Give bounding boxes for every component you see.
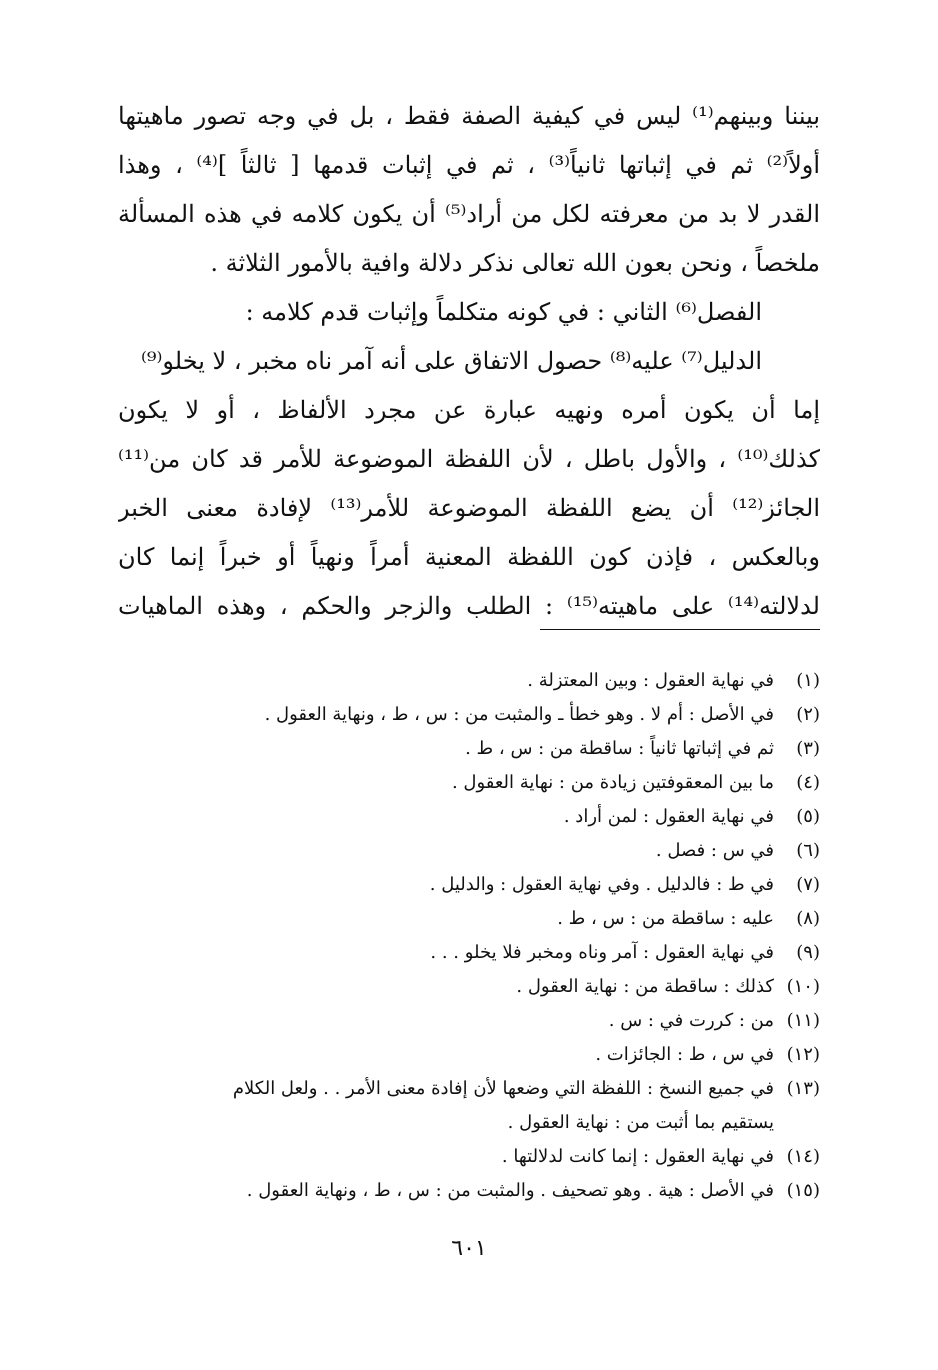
footnote-number: (١٤) <box>786 1146 820 1167</box>
footnotes <box>100 664 820 1208</box>
section-heading: الفصل⁽⁶⁾ الثاني : في كونه متكلماً وإثبات قدم كلامه : <box>245 298 762 326</box>
footnote <box>100 970 820 1004</box>
footnote-number: (٨) <box>796 908 820 929</box>
footnote-number: (٥) <box>796 806 820 827</box>
text-line: الجائز⁽¹²⁾ أن يضع اللفظة الموضوعة للأمر⁽¹³⁾ لإفادة معنى الخبر <box>118 494 820 522</box>
text-line: كذلك⁽¹⁰⁾ ، والأول باطل ، لأن اللفظة الموضوعة للأمر قد كان من⁽¹¹⁾ <box>118 445 820 473</box>
text-line: وبالعكس ، فإذن كون اللفظة المعنية أمراً ونهياً أو خبراً إنما كان <box>118 543 820 571</box>
footnote-separator <box>540 629 820 630</box>
text-line: بيننا وبينهم⁽¹⁾ ليس في كيفية الصفة فقط ، بل في وجه تصور ماهيتها <box>118 102 820 130</box>
footnote <box>100 698 820 732</box>
footnote <box>100 936 820 970</box>
footnote-number: (٣) <box>796 738 820 759</box>
footnote <box>100 1174 820 1208</box>
footnote-text: في س : فصل . <box>655 840 774 861</box>
footnote-text: في جميع النسخ : اللفظة التي وضعها لأن إفادة معنى الأمر . . ولعل الكلام <box>232 1078 774 1099</box>
footnote <box>100 766 820 800</box>
footnote-number: (٤) <box>796 772 820 793</box>
footnote-text: يستقيم بما أثبت من : نهاية العقول . <box>507 1112 774 1133</box>
footnote <box>100 1072 820 1106</box>
text-line: الدليل⁽⁷⁾ عليه⁽⁸⁾ حصول الاتفاق على أنه آمر ناه مخبر ، لا يخلو⁽⁹⁾ <box>140 347 762 375</box>
footnote <box>100 902 820 936</box>
footnote-text: كذلك : ساقطة من : نهاية العقول . <box>516 976 774 997</box>
text-line: أولاً⁽²⁾ ثم في إثباتها ثانياً⁽³⁾ ، ثم في إثبات قدمها [ ثالثاً ]⁽⁴⁾ ، وهذا <box>118 151 820 179</box>
footnote-text: عليه : ساقطة من : س ، ط . <box>557 908 774 929</box>
footnote-text: من : كررت في : س . <box>608 1010 774 1031</box>
text-line: إما أن يكون أمره ونهيه عبارة عن مجرد الألفاظ ، أو لا يكون <box>118 396 820 424</box>
footnote-text: في الأصل : أم لا . وهو خطأ ـ والمثبت من : س ، ط ، ونهاية العقول . <box>264 704 774 725</box>
footnote-text: في نهاية العقول : إنما كانت لدلالتها . <box>501 1146 774 1167</box>
footnote-text: في نهاية العقول : آمر وناه ومخبر فلا يخلو . . . <box>430 942 774 963</box>
footnote-number: (٩) <box>796 942 820 963</box>
footnote-number: (١٠) <box>786 976 820 997</box>
footnote-text: في س ، ط : الجائزات . <box>595 1044 774 1065</box>
text-line: القدر لا بد من معرفته لكل من أراد⁽⁵⁾ أن يكون كلامه في هذه المسألة <box>118 200 820 228</box>
footnote <box>100 664 820 698</box>
footnote-number: (١١) <box>786 1010 820 1031</box>
footnote-number: (١) <box>796 670 820 691</box>
text-line: لدلالته⁽¹⁴⁾ على ماهيته⁽¹⁵⁾ : الطلب والزجر والحكم ، وهذه الماهيات <box>118 592 820 620</box>
footnote <box>100 868 820 902</box>
footnote-number: (٦) <box>796 840 820 861</box>
footnote <box>100 834 820 868</box>
footnote <box>100 732 820 766</box>
footnote <box>100 800 820 834</box>
page-number: ٦٠١ <box>451 1236 487 1261</box>
footnote-number: (٢) <box>796 704 820 725</box>
footnote-text: في نهاية العقول : وبين المعتزلة . <box>527 670 774 691</box>
footnote-text: في نهاية العقول : لمن أراد . <box>563 806 774 827</box>
main-text <box>118 92 820 631</box>
footnote <box>100 1140 820 1174</box>
footnote <box>100 1004 820 1038</box>
footnote-number: (١٥) <box>786 1180 820 1201</box>
footnote-text: في ط : فالدليل . وفي نهاية العقول : والدليل . <box>429 874 774 895</box>
footnote-number: (٧) <box>796 874 820 895</box>
footnote-text: في الأصل : هية . وهو تصحيف . والمثبت من : س ، ط ، ونهاية العقول . <box>246 1180 774 1201</box>
footnote-continuation <box>100 1106 820 1140</box>
footnote-text: ثم في إثباتها ثانياً : ساقطة من : س ، ط . <box>465 738 774 759</box>
footnote-number: (١٢) <box>786 1044 820 1065</box>
footnote <box>100 1038 820 1072</box>
text-line: ملخصاً ، ونحن بعون الله تعالى نذكر دلالة وافية بالأمور الثلاثة . <box>210 249 820 277</box>
footnote-text: ما بين المعقوفتين زيادة من : نهاية العقول . <box>451 772 774 793</box>
footnote-number: (١٣) <box>786 1078 820 1099</box>
